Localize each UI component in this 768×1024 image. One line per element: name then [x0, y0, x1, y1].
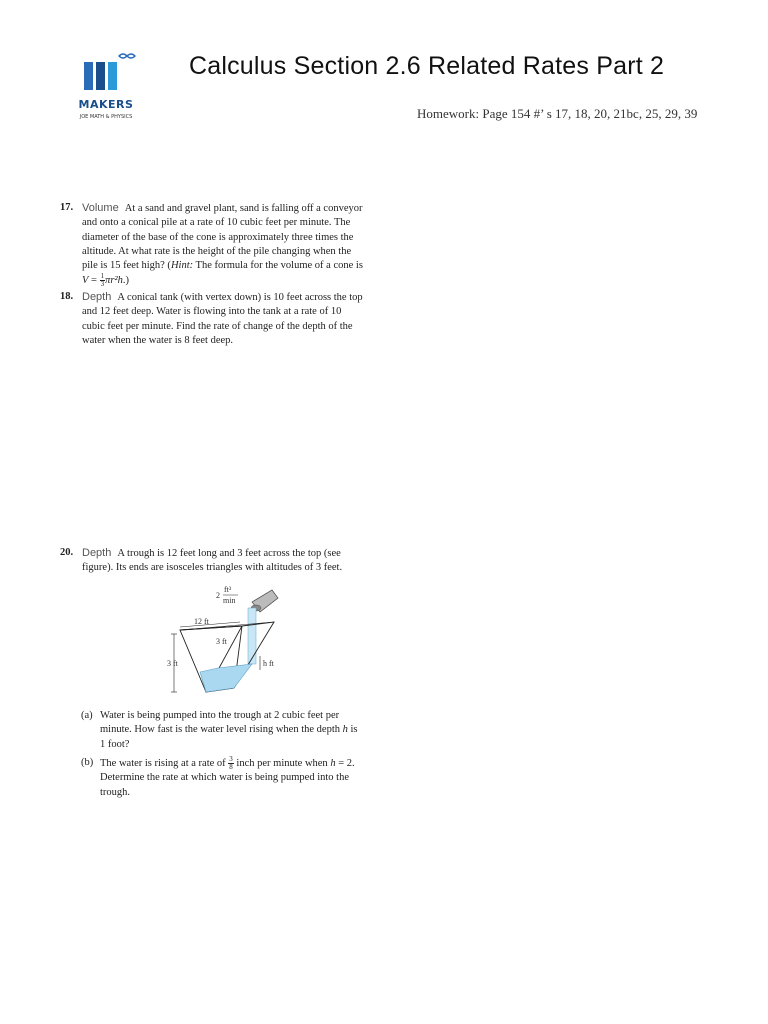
depth-h-label: h ft: [263, 659, 274, 668]
problem-text: At a sand and gravel plant, sand is falling off a conveyor and onto a conical pile at a rate of 10 cubic feet per minute. The diameter of the base of the cone is approximately three times the altitude. At what rate is the height of the pile changing when the pile is 15 feet high? (: [82, 203, 363, 272]
problem-number: 17.: [60, 202, 74, 213]
trough-diagram: [160, 582, 290, 702]
trough-figure: [160, 582, 290, 702]
rate-coefficient: 2: [216, 591, 220, 600]
problem-number: 20.: [60, 547, 74, 558]
problem-20-part-b: [81, 755, 364, 800]
fraction-numerator: 1: [100, 272, 105, 281]
part-text: Water is being pumped into the trough at 2 cubic feet per minute. How fast is the water level rising when the depth: [100, 710, 343, 736]
fraction-denominator: 3: [100, 280, 105, 289]
problem-17: [60, 201, 364, 289]
hint-text: The formula for the volume of a cone is: [193, 260, 363, 272]
page-title: Calculus Section 2.6 Related Rates Part 2: [189, 52, 665, 80]
logo-text: MAKERS: [78, 98, 134, 111]
problem-text: A conical tank (with vertex down) is 10 feet across the top and 12 feet deep. Water is flowing into the tank at a rate of 10 cubic feet per minute. Find the rate of change of the depth of the water when the water is 8 feet deep.: [82, 292, 363, 346]
formula-rest: πr²h: [105, 275, 123, 287]
part-variable: h: [342, 724, 348, 736]
part-label: (b): [81, 757, 94, 768]
makers-logo: [70, 52, 150, 126]
homework-assignment: Homework: Page 154 #’ s 17, 18, 20, 21bc, 25, 29, 39: [417, 106, 698, 121]
part-text-end: = 2. Determine the rate at which water is being pumped into the trough.: [100, 757, 355, 798]
part-variable: h: [330, 757, 336, 769]
part-text-mid: inch per minute when: [233, 757, 331, 769]
problem-number: 18.: [60, 291, 74, 302]
problem-text: A trough is 12 feet long and 3 feet across the top (see figure). Its ends are isosceles triangles with altitudes of 3 feet.: [82, 548, 343, 574]
makers-logo-icon: [70, 52, 150, 100]
formula-end: .): [122, 275, 129, 287]
rate-unit-denominator: min: [223, 596, 236, 605]
formula-equals: =: [88, 275, 100, 287]
problem-keyword: Depth: [82, 291, 112, 303]
hint-label: Hint:: [170, 260, 194, 272]
part-text-end: is 1 foot?: [100, 724, 358, 750]
problem-20-part-a: [81, 709, 364, 752]
part-label: (a): [81, 710, 93, 721]
fraction-denominator: 8: [229, 763, 233, 771]
part-text: The water is rising at a rate of: [100, 757, 229, 769]
top-width-label: 3 ft: [216, 637, 227, 646]
formula-variable: V: [82, 275, 89, 287]
problem-18: [60, 290, 364, 348]
height-label: 3 ft: [167, 659, 178, 668]
length-label: 12 ft: [194, 617, 209, 626]
rate-unit-numerator: ft³: [224, 585, 232, 594]
problem-20: [60, 546, 364, 576]
fraction-numerator: 3: [229, 755, 233, 763]
logo-subtitle: JOE MATH & PHYSICS: [79, 114, 133, 120]
problem-keyword: Depth: [82, 547, 112, 559]
problem-keyword: Volume: [82, 202, 119, 214]
